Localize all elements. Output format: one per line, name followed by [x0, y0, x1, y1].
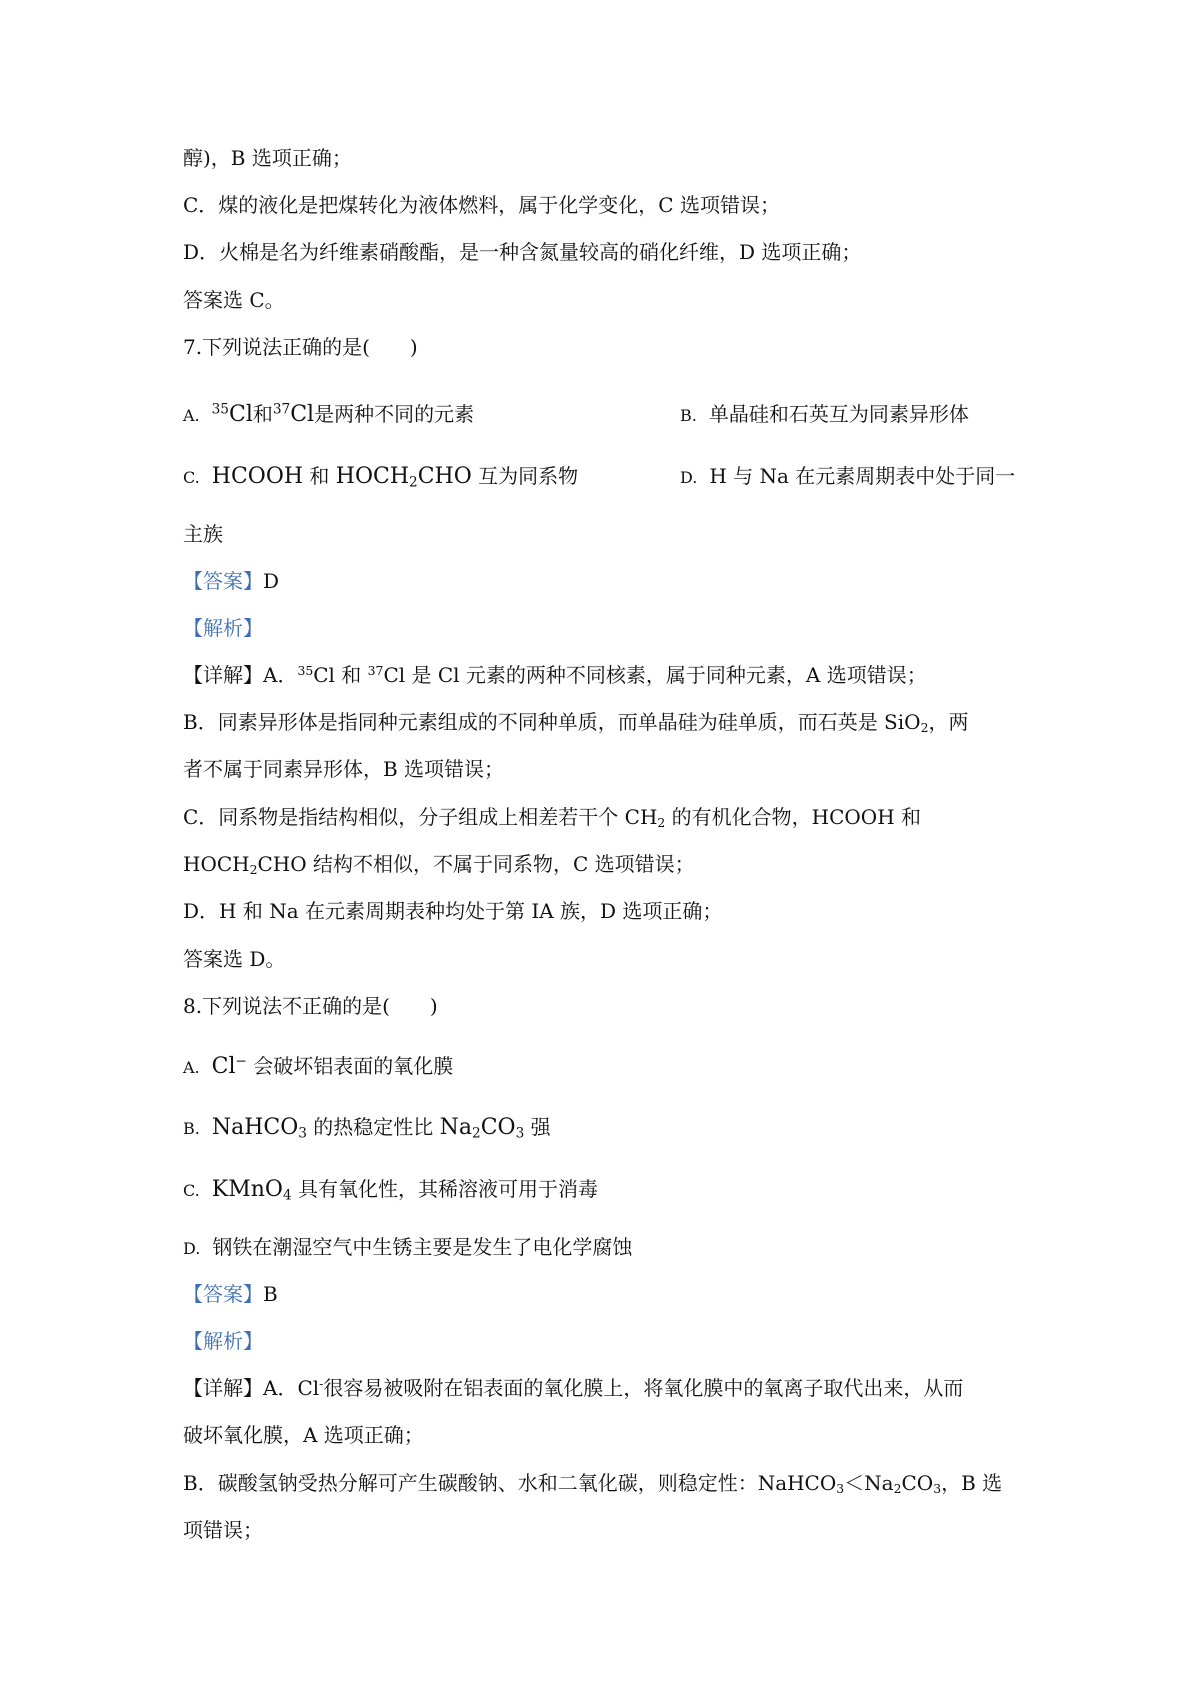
element: Cl: [228, 402, 253, 427]
formula: HCOOH: [211, 464, 304, 489]
q7-analysis-tag: 【解析】: [183, 616, 263, 640]
text-line: D．火棉是名为纤维素硝酸酯，是一种含氮量较高的硝化纤维，D 选项正确；: [183, 240, 862, 264]
mass-number: 35: [211, 401, 229, 418]
q7-option-c: [183, 462, 578, 492]
option-text: H 与 Na 在元素周期表中处于同一: [709, 464, 1016, 488]
q7-detail-d: D．H 和 Na 在元素周期表种均处于第 IA 族，D 选项正确；: [183, 899, 723, 923]
q7-detail-c: C．同系物是指结构相似，分子组成上相差若干个 $CH_2$ 的有机化合物，HCOOH 和: [183, 805, 921, 831]
answer-tag: 【答案】: [183, 1282, 263, 1306]
q8-detail-b: B．碳酸氢钠受热分解可产生碳酸钠、水和二氧化碳，则稳定性：$NaHCO_3<Na_2CO_3$，B 选: [183, 1471, 1003, 1497]
option-text: 是两种不同的元素: [314, 402, 475, 426]
option-label: C.: [183, 468, 200, 487]
element: Cl: [290, 402, 315, 427]
option-text: 强: [530, 1115, 551, 1139]
option-text: 具有氧化性，其稀溶液可用于消毒: [297, 1177, 598, 1201]
option-label: B.: [680, 406, 697, 425]
text-line: 醇)，B 选项正确；: [183, 146, 352, 170]
q8-option-c: [183, 1175, 598, 1205]
q8-option-d: [183, 1233, 632, 1263]
question-7-stem: 7.下列说法正确的是( ): [183, 335, 418, 359]
option-label: A.: [183, 406, 200, 425]
text-line: C．煤的液化是把煤转化为液体燃料，属于化学变化，C 选项错误；: [183, 193, 780, 217]
formula: KMnO$_4$: [211, 1177, 292, 1204]
option-label: B.: [183, 1119, 200, 1138]
option-text: 和: [309, 464, 330, 488]
q7-conclusion: 答案选 D。: [183, 947, 286, 971]
q8-detail-b-continued: 项错误；: [183, 1518, 263, 1542]
q7-option-d-continued: 主族: [183, 522, 223, 546]
q7-option-d: [680, 462, 1015, 492]
question-8-stem: 8.下列说法不正确的是( ): [183, 994, 438, 1018]
q7-detail-b: B．同素异形体是指同种元素组成的不同种单质，而单晶硅为硅单质，而石英是 SiO$_2$，两: [183, 710, 969, 736]
option-label: A.: [183, 1058, 200, 1077]
q7-answer: [183, 567, 279, 595]
option-text: 单晶硅和石英互为同素异形体: [708, 402, 969, 426]
q8-answer: [183, 1280, 278, 1308]
answer-value: D: [263, 569, 280, 593]
formula: NaHCO$_3$: [211, 1115, 307, 1142]
q7-option-b: [680, 400, 969, 430]
option-label: D.: [183, 1239, 201, 1258]
q8-option-b: [183, 1113, 551, 1143]
q8-analysis-tag: 【解析】: [183, 1329, 263, 1353]
mass-number: 37: [272, 401, 291, 418]
option-text: 的热稳定性比: [313, 1115, 434, 1139]
option-label: D.: [680, 468, 698, 487]
option-label: C.: [183, 1181, 200, 1200]
formula: Cl−: [211, 1053, 247, 1079]
answer-value: B: [263, 1282, 278, 1306]
option-text: 会破坏铝表面的氧化膜: [253, 1054, 454, 1078]
option-text: 和: [252, 402, 273, 426]
q7-detail-b-continued: 者不属于同素异形体，B 选项错误；: [183, 757, 505, 781]
detail-tag: 【详解】: [183, 663, 263, 687]
q8-option-a: [183, 1052, 453, 1082]
q8-detail-a-continued: 破坏氧化膜，A 选项正确；: [183, 1423, 424, 1447]
formula: $Na_2CO_3$: [439, 1115, 525, 1142]
q7-detail-a: 【详解】A．$^{35}$Cl 和 $^{37}$Cl 是 Cl 元素的两种不同核素，属于同种元素，A 选项错误；: [183, 663, 927, 687]
text-line: 答案选 C。: [183, 288, 285, 312]
option-text: 互为同系物: [478, 464, 579, 488]
q8-detail-a: 【详解】A．Cl-很容易被吸附在铝表面的氧化膜上，将氧化膜中的氧离子取代出来，从而: [183, 1376, 964, 1400]
formula: $HOCH_2CHO$: [335, 464, 472, 491]
q7-detail-c-continued: $HOCH_2CHO$ 结构不相似，不属于同系物，C 选项错误；: [183, 852, 695, 878]
answer-tag: 【答案】: [183, 569, 263, 593]
option-text: 钢铁在潮湿空气中生锈主要是发生了电化学腐蚀: [212, 1235, 633, 1259]
detail-tag: 【详解】: [183, 1376, 263, 1400]
q7-option-a: [183, 400, 474, 430]
